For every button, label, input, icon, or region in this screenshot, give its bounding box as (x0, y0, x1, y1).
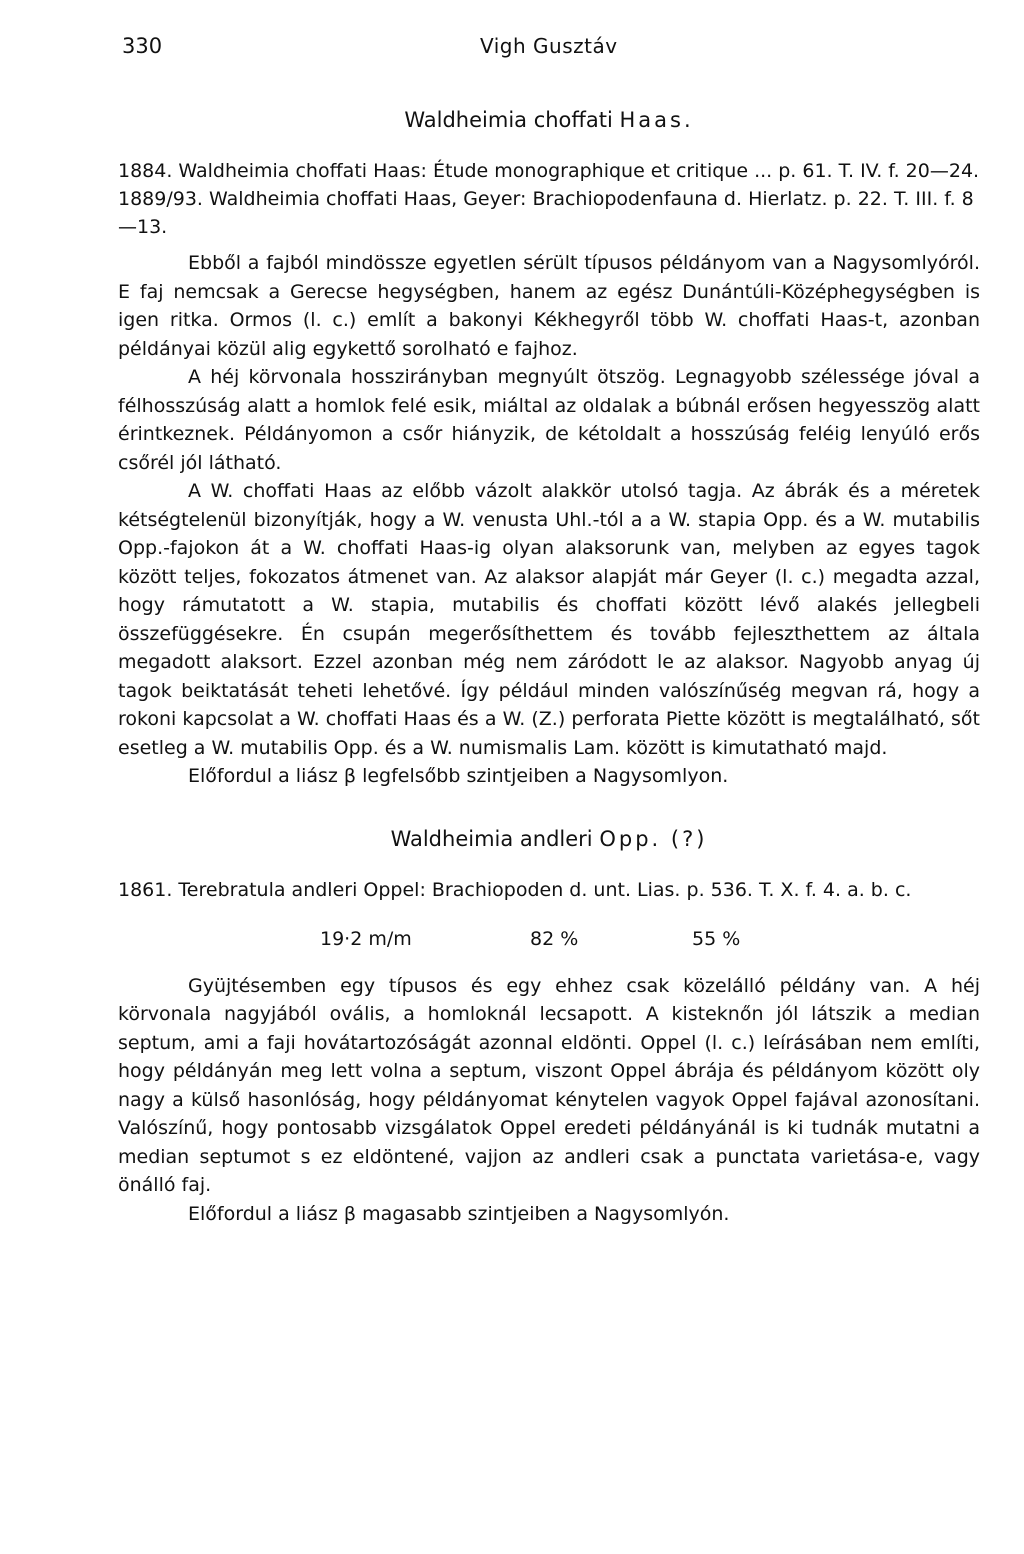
species-author: Haas. (619, 108, 694, 132)
species-heading-choffati (118, 108, 980, 132)
body-paragraph: A W. choffati Haas az előbb vázolt alakkör utolsó tagja. Az ábrák és a méretek kétségtelenül bizonyítják, hogy a W. venusta Uhl.-tól a a W. stapia Opp. és a W. mutabilis Opp.-fajokon át a W. choffati Haas-ig olyan alaksorunk van, melyben az egyes tagok között teljes, fokozatos átmenet van. Az alaksor alapját már Geyer (l. c.) megadta azzal, hogy rámutatott a W. stapia, mutabilis és choffati között lévő alakés jellegbeli összefüggésekre. Én csupán megerősíthettem és tovább fejleszthettem az általa megadott alaksort. Ezzel azonban még nem záródott le az alaksor. Nagyobb anyag új tagok beiktatását teheti lehetővé. Így például minden valószínűség megvan rá, hogy a rokoni kapcsolat a W. choffati Haas és a W. (Z.) perforata Piette között is megtalálható, sőt esetleg a W. mutabilis Opp. és a W. numismalis Lam. között is kimutatható majd. (118, 480, 980, 759)
body-paragraph: A héj körvonala hosszirányban megnyúlt ötszög. Legnagyobb szélessége jóval a félhosszúság alatt a homlok felé esik, miáltal az oldalak a búbnál erősen hegyesszög alatt érintkeznek. Példányomon a csőr hiányzik, de kétoldalt a hosszúság feléig lenyúló erős csőrél jól látható. (118, 366, 980, 474)
species-author: Opp. (?) (599, 826, 708, 851)
page-header (0, 34, 1024, 64)
species-name: Waldheimia choffati (404, 108, 613, 132)
measurement-length: 19·2 m/m (320, 927, 412, 950)
species-heading-andleri (118, 827, 980, 851)
measurement-thickness-ratio: 55 % (692, 927, 741, 950)
body-paragraph: Ebből a fajból mindössze egyetlen sérült típusos példányom van a Nagysomlyóról. E faj nemcsak a Gerecse hegységben, hanem az egész Dunántúli-Középhegységben is igen ritka. Ormos (l. c.) említ a bakonyi Kékhegyről több W. choffati Haas-t, azonban példányai közül alig egykettő sorolható e fajhoz. (118, 252, 980, 360)
body-paragraph: Előfordul a liász β legfelsőbb szintjeiben a Nagysomlyon. (188, 765, 729, 787)
page-number: 330 (122, 34, 163, 58)
page-body (118, 108, 980, 1228)
synonymy-entry: 1884. Waldheimia choffati Haas: Étude monographique et critique ... p. 61. T. IV. f. 20—24. (118, 160, 980, 182)
measurement-width-ratio: 82 % (530, 927, 579, 950)
measurements-row (118, 924, 980, 958)
synonymy-list (118, 157, 980, 241)
species-name: Waldheimia andleri (390, 826, 593, 851)
body-paragraph: Gyüjtésemben egy típusos és egy ehhez csak közelálló példány van. A héj körvonala nagyjából ovális, a homloknál lecsapott. A kisteknőn jól látszik a median septum, ami a faji hovátartozóságát azonnal eldönti. Oppel (l. c.) leírásában nem említi, hogy példányán meg lett volna a septum, viszont Oppel ábrája és példányom között oly nagy a külső hasonlóság, hogy példányomat kénytelen vagyok Oppel fajával azonosítani. Valószínű, hogy pontosabb vizsgálatok Oppel eredeti példányánál is ki tudnák mutatni a median septumot s ez eldöntené, vajjon az andleri csak a punctata varietása-e, vagy önálló faj. (118, 974, 980, 1196)
running-head: Vigh Gusztáv (480, 34, 618, 58)
body-paragraph: Előfordul a liász β magasabb szintjeiben a Nagysomlyón. (188, 1202, 730, 1225)
synonymy-entry: 1861. Terebratula andleri Oppel: Brachiopoden d. unt. Lias. p. 536. T. X. f. 4. a. b. c. (118, 878, 912, 901)
synonymy-entry: 1889/93. Waldheimia choffati Haas, Geyer: Brachiopodenfauna d. Hierlatz. p. 22. T. III. f. 8—13. (118, 188, 974, 238)
synonymy-list (118, 876, 980, 904)
